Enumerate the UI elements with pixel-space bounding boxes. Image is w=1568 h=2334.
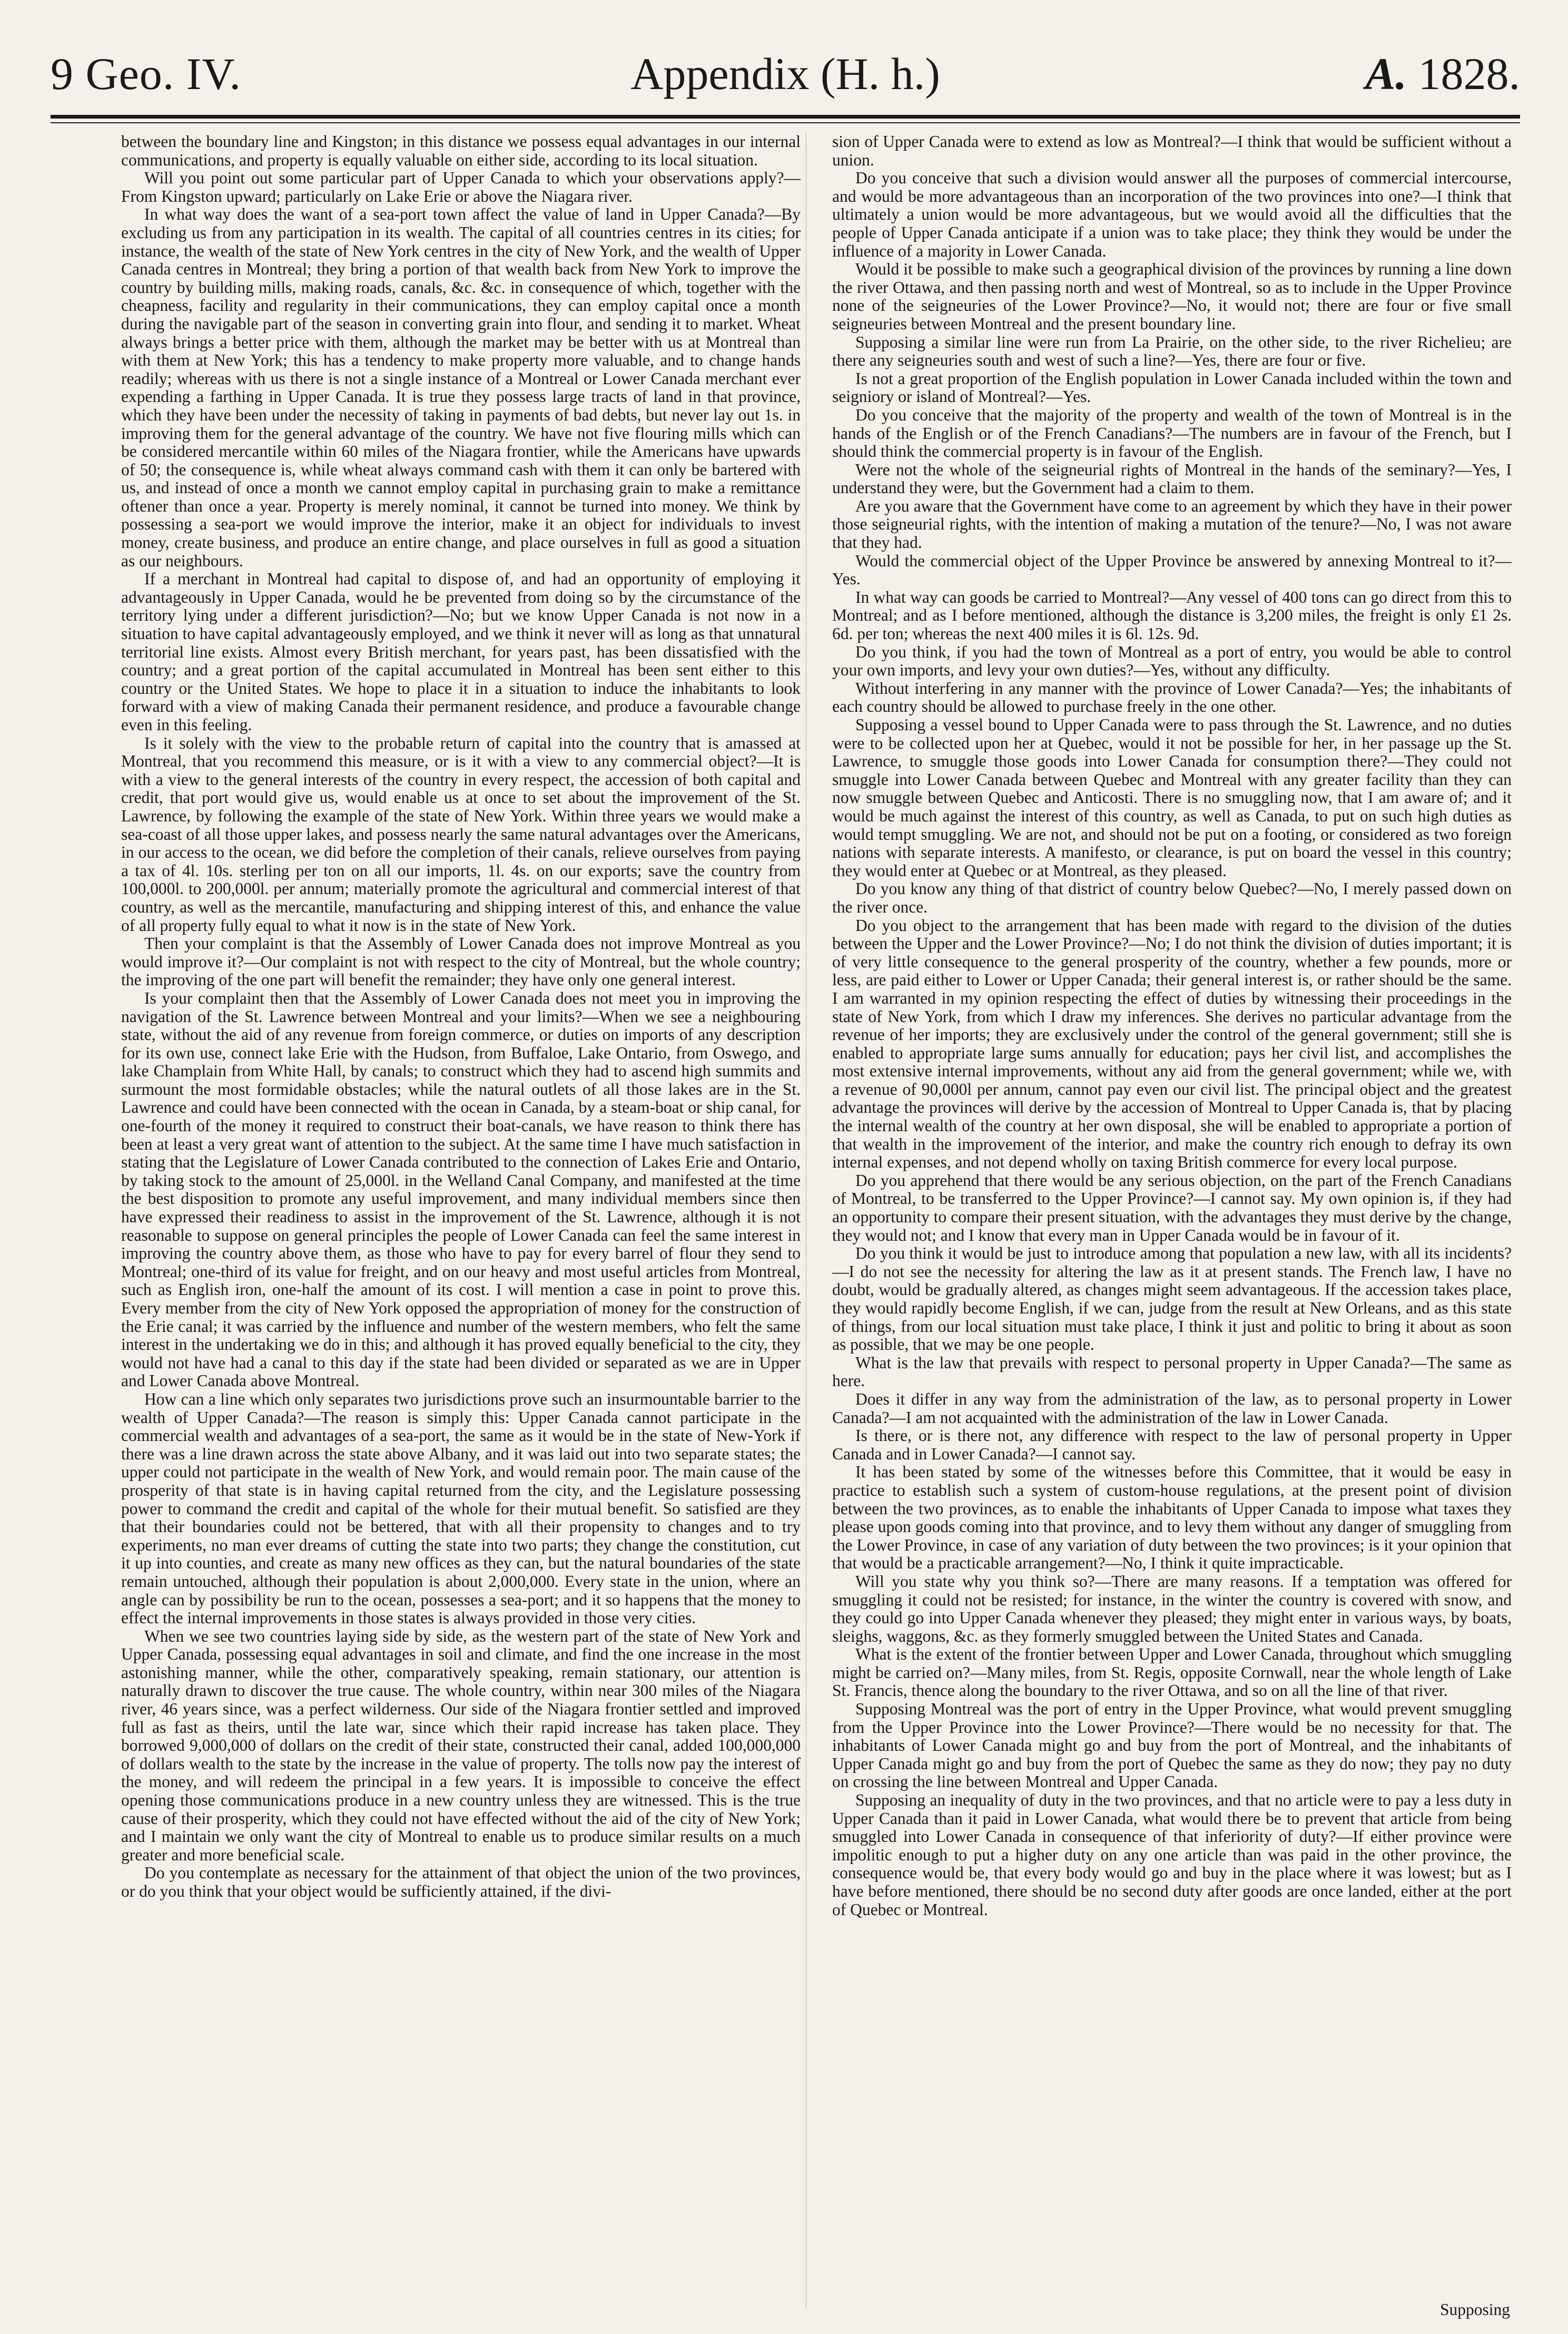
paragraph: between the boundary line and Kingston; in this distance we possess equal advantages in our internal communications, and property is equally valuable on either side, according to its local situation. xyxy=(121,133,801,169)
paragraph: Do you apprehend that there would be any serious objection, on the part of the French Canadians of Montreal, to be transferred to the Upper Province?—I cannot say. My own opinion is, if they had an opportunity to compare their present situation, with the advantages they must derive by the change, they would not; and I know that every man in Upper Canada would be in favour of it. xyxy=(832,1171,1512,1244)
paragraph: What is the law that prevails with respect to personal property in Upper Canada?—The same as here. xyxy=(832,1353,1512,1390)
paragraph: Then your complaint is that the Assembly of Lower Canada does not improve Montreal as you would improve it?—Our complaint is not with respect to the city of Montreal, but the whole country; the improving of the one part will benefit the remainder; they have only one general interest. xyxy=(121,934,801,989)
paragraph: Would it be possible to make such a geographical division of the provinces by running a line down the river Ottawa, and then passing north and west of Montreal, so as to include in the Upper Province none of the seigneuries of the Lower Province?—No, it would not; there are four or five small seigneuries between Montreal and the present boundary line. xyxy=(832,260,1512,333)
paragraph: When we see two countries laying side by side, as the western part of the state of New York and Upper Canada, possessing equal advantages in soil and climate, and find the one increase in the most astonishing manner, while the other, comparatively speaking, remain stationary, our attention is naturally drawn to discover the true cause. The whole country, within near 300 miles of the Niagara river, 46 years since, was a perfect wilderness. Our side of the Niagara frontier settled and improved full as fast as theirs, until the late war, since which their rapid increase has taken place. They borrowed 9,000,000 of dollars on the credit of their state, constructed their canal, added 100,000,000 of dollars wealth to the state by the increase in the value of property. The tolls now pay the interest of the money, and will redeem the principal in a few years. It is impossible to conceive the effect opening those communications produce in a new country unless they are witnessed. This is the true cause of their prosperity, which they could not have effected without the aid of the city of New York; and I maintain we only want the city of Montreal to enable us to produce similar results on a much greater and more beneficial scale. xyxy=(121,1626,801,1864)
paragraph: Supposing Montreal was the port of entry in the Upper Province, what would prevent smuggling from the Upper Province into the Lower Province?—There would be no necessity for that. The inhabitants of Lower Canada might go and buy from the port of Montreal, and the inhabitants of Upper Canada might go and buy from the port of Quebec the same as they do now; they pay no duty on crossing the line between Montreal and Upper Canada. xyxy=(832,1700,1512,1791)
paragraph: Without interfering in any manner with the province of Lower Canada?—Yes; the inhabitants of each country should be allowed to purchase freely in the one other. xyxy=(832,679,1512,716)
paragraph: Do you conceive that such a division would answer all the purposes of commercial intercourse, and would be more advantageous than an incorporation of the two provinces into one?—I think that ultimately a union would be more advantageous, but we would avoid all the difficulties that the people of Upper Canada anticipate if a union was to take place; they think they would be under the influence of a majority in Lower Canada. xyxy=(832,169,1512,260)
paragraph: Does it differ in any way from the administration of the law, as to personal property in Lower Canada?—I am not acquainted with the administration of the law in Lower Canada. xyxy=(832,1389,1512,1427)
paragraph: Do you conceive that the majority of the property and wealth of the town of Montreal is in the hands of the English or of the French Canadians?—The numbers are in favour of the French, but I should think the commercial property is in favour of the English. xyxy=(832,405,1512,461)
paragraph: What is the extent of the frontier between Upper and Lower Canada, throughout which smuggling might be carried on?—Many miles, from St. Regis, opposite Cornwall, near the whole length of Lake St. Francis, thence along the boundary to the river Ottawa, and so on all the line of that river. xyxy=(832,1645,1512,1700)
year-number: 1828. xyxy=(1418,48,1520,99)
paragraph: sion of Upper Canada were to extend as low as Montreal?—I think that would be sufficient without a union. xyxy=(832,133,1512,169)
paragraph: Is there, or is there not, any difference with respect to the law of personal property in Upper Canada and in Lower Canada?—I cannot say. xyxy=(832,1426,1512,1463)
page-title: Appendix (H. h.) xyxy=(630,48,940,99)
session-label: 9 Geo. IV. xyxy=(51,48,241,99)
paragraph: Do you think it would be just to introduce among that population a new law, with all its incidents?—I do not see the necessity for altering the law as it at present stands. The French law, I have no doubt, would be gradually altered, as changes might seem advantageous. If the accession takes place, they would rapidly become English, if we can, judge from the result at New Orleans, and as this state of things, from our local situation must take place, I think it just and politic to bring it about as soon as possible, that we may be one people. xyxy=(832,1244,1512,1354)
paragraph: Is not a great proportion of the English population in Lower Canada included within the town and seigniory or island of Montreal?—Yes. xyxy=(832,369,1512,406)
paragraph: Would the commercial object of the Upper Province be answered by annexing Montreal to it?—Yes. xyxy=(832,551,1512,589)
year-letter: A. xyxy=(1365,48,1407,99)
paragraph: Do you know any thing of that district of country below Quebec?—No, I merely passed down on the river once. xyxy=(832,879,1512,916)
body-columns xyxy=(121,133,1512,2309)
paragraph: In what way does the want of a sea-port town affect the value of land in Upper Canada?—By excluding us from any participation in its wealth. The capital of all countries centres in its cities; for instance, the wealth of the state of New York centres in the city of New York, and the wealth of Upper Canada centres in Montreal; they bring a portion of that wealth back from New York to improve the country by building mills, making roads, canals, &c. &c. in consequence of which, together with the cheapness, facility and regularity in their communications, they can employ capital once a month during the navigable part of the season in converting grain into flour, and sending it to market. Wheat always brings a better price with them, although the market may be better with us at Montreal than with them at New York; this has a tendency to make property more valuable, and to change hands readily; whereas with us there is not a single instance of a Montreal or Lower Canada merchant ever expending a farthing in Upper Canada. It is true they possess large tracts of land in that province, which they have been under the necessity of taking in payments of bad debts, but never lay out 1s. in improving them for the general advantage of the country. We have not five flouring mills which can be considered mercantile within 60 miles of the Niagara frontier, while the Americans have upwards of 50; the consequence is, while wheat always command cash with them it can only be bartered with us, and instead of once a month we cannot employ capital in purchasing grain to make a remittance oftener than once a year. Property is merely nominal, it cannot be turned into money. We think by possessing a sea-port we would improve the interior, make it an object for individuals to invest money, create business, and produce an entire change, and place ourselves in full as good a situation as our neighbours. xyxy=(121,205,801,570)
paragraph: Is your complaint then that the Assembly of Lower Canada does not meet you in improving the navigation of the St. Lawrence between Montreal and your limits?—When we see a neighbouring state, without the aid of any revenue from foreign commerce, or duties on imports of any description for its own use, connect lake Erie with the Hudson, from Buffaloe, Lake Ontario, from Oswego, and lake Champlain from White Hall, by canals; to construct which they had to ascend high summits and surmount the most formidable obstacles; while the natural outlets of all those lakes are in the St. Lawrence and could have been connected with the ocean in Canada, by a steam-boat or ship canal, for one-fourth of the money it required to construct their boat-canals, we have reason to think there has been at least a very great want of attention to the subject. At the same time I have much satisfaction in stating that the Legislature of Lower Canada contributed to the connection of Lakes Erie and Ontario, by taking stock to the amount of 25,000l. in the Welland Canal Company, and manifested at the time the best disposition to promote any useful improvement, and many individual members since then have expressed their readiness to assist in the improvement of the St. Lawrence, although it is not reasonable to suppose on general principles the people of Lower Canada can feel the same interest in improving the country above them, as those who have to pay for every barrel of flour they send to Montreal; one-third of its value for freight, and on our heavy and most useful articles from Montreal, such as English iron, one-half the amount of its cost. I will mention a case in point to prove this. Every member from the city of New York opposed the appropriation of money for the construction of the Erie canal; it was carried by the influence and number of the western members, who felt the same interest in the undertaking we do in this; and although it has proved equally beneficial to the city, they would not have had a canal to this day if the state had been divided or separated as we are in Upper and Lower Canada above Montreal. xyxy=(121,988,801,1390)
page-header xyxy=(51,42,1520,105)
paragraph: Do you think, if you had the town of Montreal as a port of entry, you would be able to control your own imports, and levy your own duties?—Yes, without any difficulty. xyxy=(832,642,1512,680)
paragraph: Is it solely with the view to the probable return of capital into the country that is amassed at Montreal, that you recommend this measure, or is it with a view to any commercial object?—It is with a view to the general interests of the country in every respect, the accession of both capital and credit, that port would give us, would enable us at once to set about the improvement of the St. Lawrence, by following the example of the state of New York. Within three years we would make a sea-coast of all those upper lakes, and possess nearly the same natural advantages over the Americans, in our access to the ocean, we did before the completion of their canals, relieve ourselves from paying a tax of 4l. 10s. sterling per ton on all our imports, 1l. 4s. on our exports; save the country from 100,000l. to 200,000l. per annum; materially promote the agricultural and commercial interest of that country, as well as the mercantile, manufacturing and shipping interest of this, and enhance the value of all property fully equal to what it now is in the state of New York. xyxy=(121,733,801,935)
paragraph: It has been stated by some of the witnesses before this Committee, that it would be easy in practice to establish such a system of custom-house regulations, at the present point of division between the two provinces, as to enable the inhabitants of Upper Canada to impose what taxes they please upon goods coming into that province, and to levy them without any danger of smuggling from the Lower Province, in case of any variation of duty between the two provinces; is it your opinion that that would be a practicable arrangement?—No, I think it quite impracticable. xyxy=(832,1463,1512,1573)
paragraph: Will you point out some particular part of Upper Canada to which your observations apply?—From Kingston upward; particularly on Lake Erie or above the Niagara river. xyxy=(121,169,801,205)
paragraph: Supposing an inequality of duty in the two provinces, and that no article were to pay a less duty in Upper Canada than it paid in Lower Canada, what would there be to prevent that article from being smuggled into Lower Canada in consequence of that inferiority of duty?—If either province were impolitic enough to put a higher duty on any one article than was paid in the other province, the consequence would be, that every body would go and buy in the place where it was lowest; but as I have before mentioned, there should be no second duty after goods are once landed, either at the port of Quebec or Montreal. xyxy=(832,1791,1512,1919)
paragraph: Supposing a vessel bound to Upper Canada were to pass through the St. Lawrence, and no duties were to be collected upon her at Quebec, would it not be possible for her, in her passage up the St. Lawrence, to smuggle those goods into Lower Canada for consumption there?—They could not smuggle into Lower Canada between Quebec and Montreal with any greater facility than they can now smuggle between Quebec and Anticosti. There is no smuggling now, that I am aware of; and it would be much against the interest of this country, as well as Canada, to put on such high duties as would tempt smuggling. We are not, and should not be put on a footing, or considered as two foreign nations with separate interests. A manifesto, or clearance, is put on board the vessel in this country; they would enter at Quebec or at Montreal, as they pleased. xyxy=(832,715,1512,880)
right-column xyxy=(832,133,1512,2309)
header-rule-thin xyxy=(51,122,1520,123)
catchword: Supposing xyxy=(1439,2300,1510,2319)
paragraph: Do you object to the arrangement that has been made with regard to the division of the duties between the Upper and the Lower Province?—No; I do not think the division of duties important; it is of very little consequence to the general prosperity of the country, whether a few pounds, more or less, are paid either to Lower or Upper Canada; their general interest is, or rather should be the same. I am warranted in my opinion respecting the effect of duties by witnessing their proceedings in the state of New York, from which I draw my inferences. She derives no particular advantage from the revenue of her imports; they are exclusively under the control of the general government; still she is enabled to appropriate large sums annually for education; pays her civil list, and accomplishes the most extensive internal improvements, without any aid from the general government; while we, with a revenue of 90,000l per annum, cannot pay even our civil list. The principal object and the greatest advantage the provinces will derive by the accession of Montreal to Upper Canada is, that by placing the internal wealth of the country at her own disposal, she will be enabled to appropriate a portion of that wealth in the improvement of the interior, and make the country rich enough to defray its own internal expenses, and not depend wholly on taxing British commerce for every local purpose. xyxy=(832,916,1512,1172)
paragraph: In what way can goods be carried to Montreal?—Any vessel of 400 tons can go direct from this to Montreal; and as I before mentioned, although the distance is 3,200 miles, the freight is only £1 2s. 6d. per ton; whereas the next 400 miles it is 6l. 12s. 9d. xyxy=(832,587,1512,643)
paragraph: Supposing a similar line were run from La Prairie, on the other side, to the river Richelieu; are there any seigneuries south and west of such a line?—Yes, there are four or five. xyxy=(832,332,1512,370)
year-label xyxy=(1365,47,1520,100)
paragraph: Do you contemplate as necessary for the attainment of that object the union of the two provinces, or do you think that your object would be sufficiently attained, if the divi- xyxy=(121,1864,801,1900)
paragraph: If a merchant in Montreal had capital to dispose of, and had an opportunity of employing it advantageously in Upper Canada, would he be prevented from doing so by the circumstance of the territory lying under a different jurisdiction?—No; but we know Upper Canada is not now in a situation to have capital advantageously employed, and we think it never will as long as that unnatural territorial line exists. Almost every British merchant, for years past, has been dissatisfied with the country; and a great portion of the capital accumulated in Montreal has been sent either to this country or the United States. We hope to place it in a situation to induce the inhabitants to look forward with a view of making Canada their permanent residence, and produce a favourable change even in this feeling. xyxy=(121,570,801,734)
header-rule-thick xyxy=(51,115,1520,119)
left-column xyxy=(121,133,801,2309)
paragraph: How can a line which only separates two jurisdictions prove such an insurmountable barrier to the wealth of Upper Canada?—The reason is simply this: Upper Canada cannot participate in the commercial wealth and advantages of a sea-port, the same as it would be in the state of New-York if there was a line drawn across the state above Albany, and it was laid out into two separate states; the upper could not participate in the wealth of New York, and would remain poor. The main cause of the prosperity of that state is in having capital returned from the city, and the Legislature possessing power to command the credit and capital of the whole for their mutual benefit. So satisfied are they that their boundaries could not be bettered, that with all their propensity to changes and to try experiments, no man ever dreams of cutting the state into two parts; they change the constitution, cut it up into counties, and create as many new offices as they can, but the natural boundaries of the state remain untouched, although their population is about 2,000,000. Every state in the union, where an angle can by possibility be run to the ocean, possesses a sea-port; and it so happens that the money to effect the internal improvements in those states is always provided in those very cities. xyxy=(121,1389,801,1627)
paragraph: Are you aware that the Government have come to an agreement by which they have in their power those seigneurial rights, with the intention of making a mutation of the tenure?—No, I was not aware that they had. xyxy=(832,496,1512,552)
paragraph: Will you state why you think so?—There are many reasons. If a temptation was offered for smuggling it could not be resisted; for instance, in the winter the country is covered with snow, and they could go into Upper Canada whenever they pleased; they might enter in various ways, by boats, sleighs, waggons, &c. as they formerly smuggled between the United States and Canada. xyxy=(832,1572,1512,1645)
paragraph: Were not the whole of the seigneurial rights of Montreal in the hands of the seminary?—Yes, I understand they were, but the Government had a claim to them. xyxy=(832,460,1512,497)
